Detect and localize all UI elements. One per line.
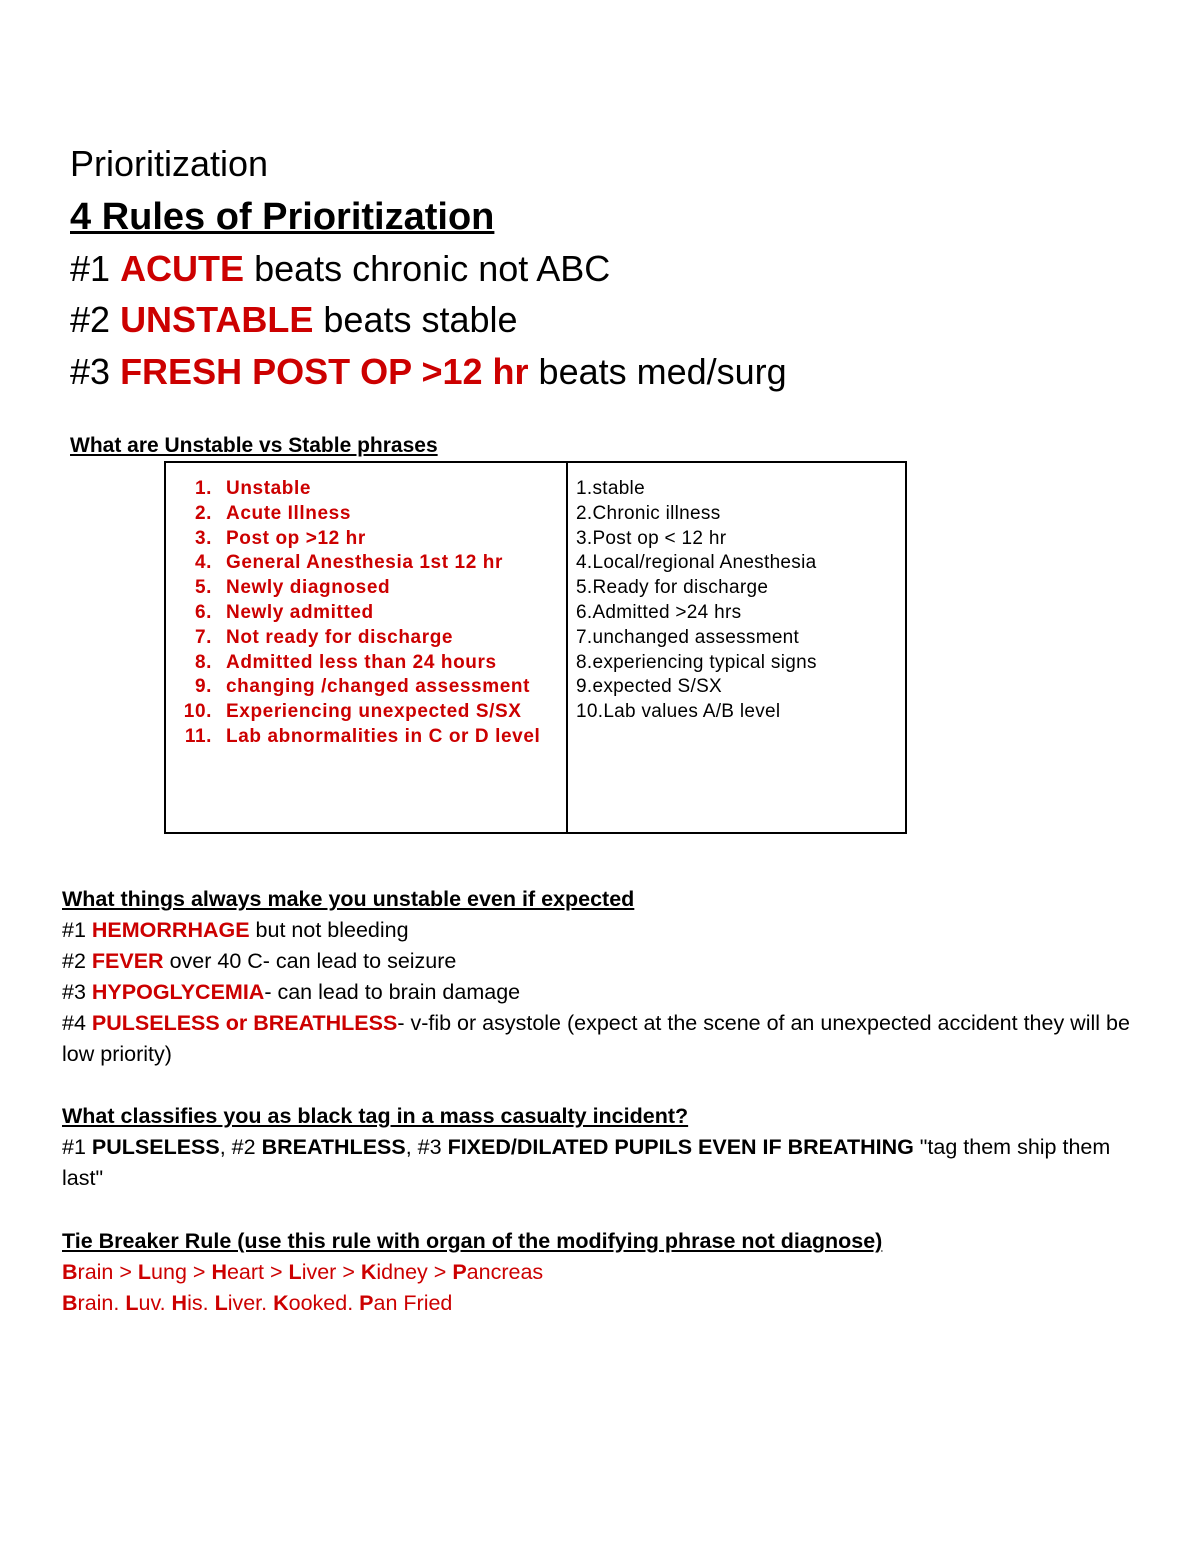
stable-phrase-item: 7.unchanged assessment [576,626,800,648]
item-number: #1 [62,918,86,942]
rule-2 [70,297,518,343]
unstable-phrase-item [180,651,560,676]
item-text: General Anesthesia 1st 12 hr [226,552,503,574]
organ-word [138,1260,187,1284]
rule-number: #3 [70,351,111,392]
item-number: 11. [184,725,212,747]
list-item [62,977,1142,1008]
item-number: 5. [194,577,212,599]
unstable-phrase-item [180,700,560,725]
unstable-phrase-item [180,626,560,651]
rule-text: beats chronic not ABC [254,248,611,289]
organ-rest: an Fried [373,1291,453,1315]
item-text: over 40 C- can lead to seizure [163,949,457,973]
stable-phrase-item: 5.Ready for discharge [576,577,769,599]
phrases-table [164,461,907,834]
organ-initial: H [171,1291,188,1315]
item-number: 7. [194,626,212,648]
order-separator: > [113,1260,138,1284]
item-text: Newly admitted [226,601,374,623]
text-fragment: #1 [62,1135,92,1159]
item-text: Experiencing unexpected S/SX [226,701,522,723]
item-text: - v-fib or asystole (expect at the scene of an unexpected accident they will be low priority) [62,1011,1130,1066]
criterion-keyword: FIXED/DILATED PUPILS EVEN IF BREATHING [447,1135,914,1159]
item-text: Not ready for discharge [226,626,454,648]
item-number: #2 [62,949,86,973]
organ-word [172,1291,215,1315]
organ-rest: is. [187,1291,215,1315]
organ-rest: ancreas [466,1260,544,1284]
phrases-heading: What are Unstable vs Stable phrases [70,434,438,457]
item-number: 10. [183,701,212,723]
item-keyword: FEVER [91,949,164,973]
organ-initial: L [125,1291,139,1315]
organ-initial: L [137,1260,152,1284]
rule-3 [70,349,787,395]
item-text: but not bleeding [249,918,409,942]
organ-initial: L [214,1291,228,1315]
rule-text: beats med/surg [538,351,787,392]
organ-word [62,1291,125,1315]
organ-word [452,1260,543,1284]
organ-rest: ooked. [288,1291,360,1315]
organ-mnemonic [62,1288,1142,1319]
organ-initial: L [288,1260,302,1284]
list-item [62,946,1142,977]
black-tag-section [62,1101,1142,1194]
item-number: #4 [62,1011,86,1035]
rule-keyword: UNSTABLE [120,299,314,340]
stable-phrases-list [576,477,896,725]
organ-rest: iver. [227,1291,274,1315]
item-keyword: PULSELESS or BREATHLESS [91,1011,398,1035]
organ-word [273,1291,359,1315]
criterion-keyword: PULSELESS [91,1135,220,1159]
stable-phrase-item: 9.expected S/SX [576,676,723,698]
item-number: 6. [194,601,212,623]
stable-phrase-item: 6.Admitted >24 hrs [576,601,742,623]
item-text: changing /changed assessment [226,676,530,698]
list-item [62,1008,1142,1070]
text-fragment: "tag them ship them last" [62,1135,1111,1190]
unstable-phrases-list [180,477,560,750]
unstable-phrase-item [180,477,560,502]
rule-keyword: FRESH POST OP >12 hr [120,351,529,392]
stable-phrase-item: 3.Post op < 12 hr [576,527,727,549]
organ-rest: rain. [77,1291,126,1315]
rule-number: #2 [70,299,111,340]
stable-phrase-item: 10.Lab values A/B level [576,701,781,723]
always-unstable-section [62,884,1142,1070]
organ-initial: H [211,1260,227,1284]
order-separator: > [264,1260,289,1284]
stable-phrase-item: 2.Chronic illness [576,502,721,524]
unstable-phrase-item [180,576,560,601]
rule-1 [70,246,610,292]
text-fragment: , #3 [405,1135,448,1159]
unstable-phrase-item [180,502,560,527]
organ-rest: iver [301,1260,337,1284]
item-text: Lab abnormalities in C or D level [226,725,541,747]
rule-number: #1 [70,248,111,289]
text-fragment: , #2 [219,1135,262,1159]
order-separator: > [427,1260,453,1284]
unstable-phrase-item [180,551,560,576]
organ-rest: eart [226,1260,265,1284]
section-heading: What things always make you unstable even if expected [62,887,635,911]
item-number: 2. [194,502,212,524]
organ-rest: rain [77,1260,114,1284]
item-text: Admitted less than 24 hours [226,651,497,673]
criterion-keyword: BREATHLESS [261,1135,406,1159]
section-heading: What classifies you as black tag in a mass casualty incident? [62,1104,689,1128]
organ-initial: P [359,1291,374,1315]
page-title: Prioritization [70,143,269,184]
organ-initial: P [452,1260,467,1284]
order-separator: > [336,1260,361,1284]
organ-word [215,1291,274,1315]
item-number: 1. [194,478,212,499]
item-number: 8. [194,651,212,673]
unstable-phrase-item [180,675,560,700]
stable-phrase-item: 1.stable [576,478,645,499]
organ-word [289,1260,337,1284]
list-item [62,915,1142,946]
item-keyword: HEMORRHAGE [91,918,250,942]
unstable-phrase-item [180,527,560,552]
item-keyword: HYPOGLYCEMIA [91,980,265,1004]
rules-heading: 4 Rules of Prioritization [70,196,495,238]
order-separator: > [186,1260,212,1284]
item-number: #3 [62,980,86,1004]
organ-word [125,1291,171,1315]
black-tag-criteria [62,1132,1142,1194]
item-number: 4. [194,552,212,574]
item-number: 9. [194,676,212,698]
item-text: - can lead to brain damage [264,980,521,1004]
organ-initial: K [273,1291,289,1315]
organ-initial: K [360,1260,377,1284]
item-text: Post op >12 hr [226,527,366,549]
item-text: Acute Illness [226,502,352,524]
organ-priority-order [62,1257,1142,1288]
tie-breaker-section [62,1226,1142,1319]
organ-word [359,1291,452,1315]
unstable-phrase-item [180,725,560,750]
stable-phrase-item: 4.Local/regional Anesthesia [576,552,817,574]
organ-word [62,1260,113,1284]
organ-rest: ung [151,1260,187,1284]
organ-word [211,1260,264,1284]
item-number: 3. [194,527,212,549]
section-heading: Tie Breaker Rule (use this rule with organ of the modifying phrase not diagnose) [62,1229,883,1253]
rule-text: beats stable [323,299,518,340]
rule-keyword: ACUTE [120,248,245,289]
unstable-phrase-item [180,601,560,626]
item-text: Newly diagnosed [226,577,391,599]
organ-rest: idney [376,1260,428,1284]
column-divider [566,463,568,832]
organ-word [361,1260,428,1284]
organ-initial: B [62,1291,78,1315]
item-text: Unstable [226,478,312,499]
organ-rest: uv. [138,1291,172,1315]
organ-initial: B [62,1260,78,1284]
stable-phrase-item: 8.experiencing typical signs [576,651,817,673]
